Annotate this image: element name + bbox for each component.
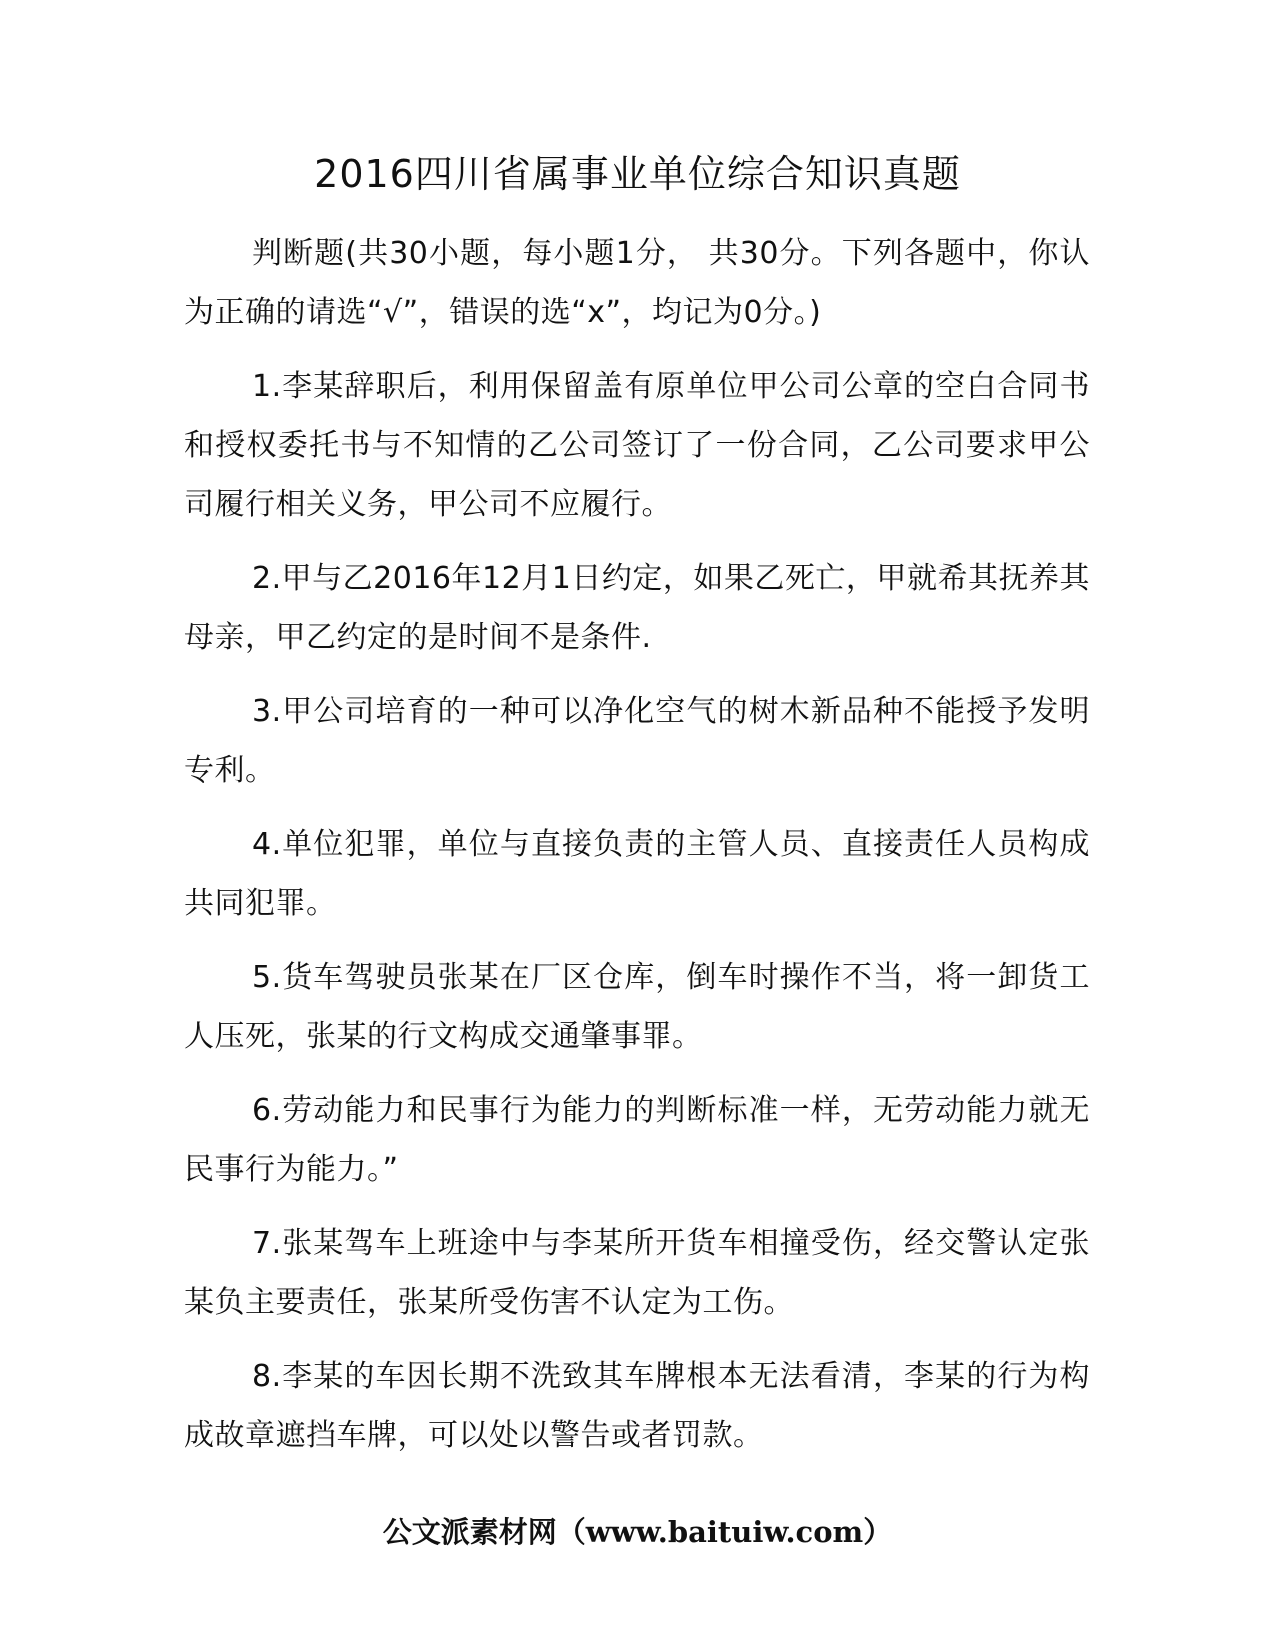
question-1: 1.李某辞职后，利用保留盖有原单位甲公司公章的空白合同书和授权委托书与不知情的乙公司签订了一份合同，乙公司要求甲公司履行相关义务，甲公司不应履行。 [184,369,1090,522]
question-2: 2.甲与乙2016年12月1日约定，如果乙死亡，甲就希其抚养其母亲，甲乙约定的是时间不是条件. [184,561,1090,655]
question-8: 8.李某的车因长期不洗致其车牌根本无法看清，李某的行为构成故章遮挡车牌，可以处以警告或者罚款。 [184,1359,1090,1453]
question-5: 5.货车驾驶员张某在厂区仓库，倒车时操作不当，将一卸货工人压死，张某的行文构成交通肇事罪。 [184,960,1090,1054]
question-4: 4.单位犯罪，单位与直接负责的主管人员、直接责任人员构成共同犯罪。 [184,827,1090,921]
question-3: 3.甲公司培育的一种可以净化空气的树木新品种不能授予发明专利。 [184,694,1090,788]
source-footer: 公文派素材网（www.baituiw.com） [382,1515,893,1549]
document-body [184,224,1090,1480]
document-title: 2016四川省属事业单位综合知识真题 [314,152,961,196]
question-7: 7.张某驾车上班途中与李某所开货车相撞受伤，经交警认定张某负主要责任，张某所受伤害不认定为工伤。 [184,1226,1090,1320]
instructions-paragraph: 判断题(共30小题，每小题1分， 共30分。下列各题中，你认为正确的请选“√”，错误的选“x”，均记为0分。) [184,236,1090,330]
question-6: 6.劳动能力和民事行为能力的判断标准一样，无劳动能力就无民事行为能力。” [184,1093,1090,1187]
